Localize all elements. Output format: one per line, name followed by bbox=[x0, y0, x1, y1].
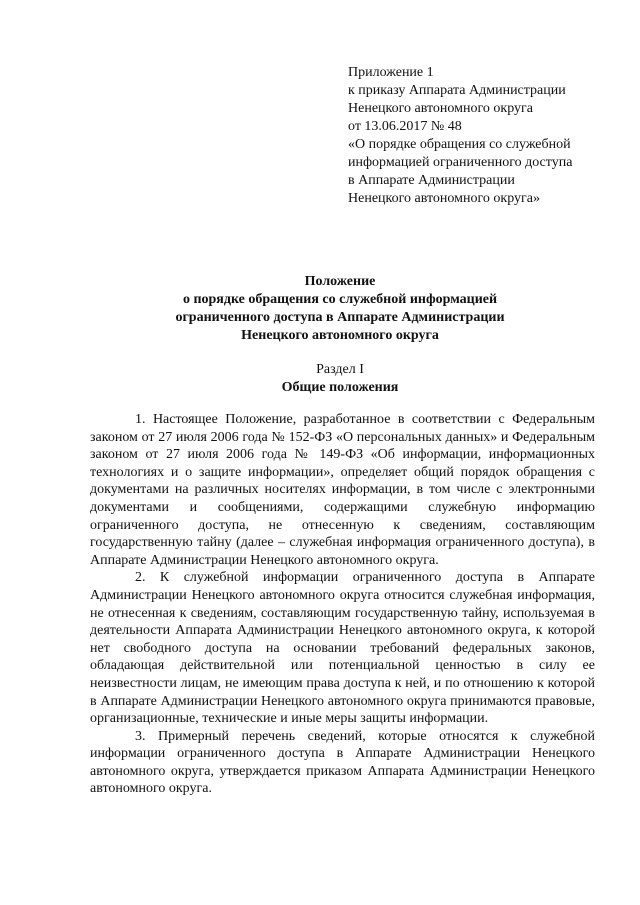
annex-header bbox=[348, 64, 618, 208]
paragraph-2: 2. К служебной информации ограниченного доступа в Аппарате Администрации Ненецкого автономного округа относится служебная информация, не отнесенная к сведениям, составляющим государственную тайну, используемая в деятельности Аппарата Администрации Ненецкого автономного округа, к которой нет свободного доступа на основании требований федеральных законов, обладающая действительной или потенциальной ценностью в силу ее неизвестности лицам, не имеющим права доступа к ней, и по отношению к которой в Аппарате Администрации Ненецкого автономного округа принимаются правовые, организационные, технические и иные меры защиты информации. bbox=[90, 570, 595, 727]
annex-line: «О порядке обращения со служебной bbox=[348, 137, 571, 152]
paragraph-1: 1. Настоящее Положение, разработанное в соответствии с Федеральным законом от 27 июля 2006 года № 152-ФЗ «О персональных данных» и Федеральным законом от 27 июля 2006 года № 149-ФЗ «Об информации, информационных технологиях и о защите информации», определяет общий порядок обращения с документами на различных носителях информации, в том числе с электронными документами и сообщениями, содержащими служебную информацию ограниченного доступа, не отнесенную к сведениям, составляющим государственную тайну (далее – служебная информация ограниченного доступа), в Аппарате Администрации Ненецкого автономного округа. bbox=[90, 412, 595, 568]
section-number: Раздел I bbox=[316, 362, 364, 377]
section-heading: Общие положения bbox=[281, 380, 399, 395]
document-body bbox=[90, 411, 595, 798]
annex-line: Ненецкого автономного округа» bbox=[348, 191, 540, 206]
title-line: Ненецкого автономного округа bbox=[241, 328, 439, 343]
annex-line: информацией ограниченного доступа bbox=[348, 155, 573, 170]
title-line: Положение bbox=[304, 274, 376, 289]
paragraph-3: 3. Примерный перечень сведений, которые относятся к служебной информации ограниченного доступа в Аппарате Администрации Ненецкого автономного округа, утверждается приказом Аппарата Администрации Ненецкого автономного округа. bbox=[90, 728, 595, 797]
annex-line: Приложение 1 bbox=[348, 65, 434, 80]
title-line: о порядке обращения со служебной информацией bbox=[182, 292, 498, 307]
title-line: ограниченного доступа в Аппарате Администрации bbox=[175, 310, 505, 325]
annex-line: к приказу Аппарата Администрации bbox=[348, 83, 566, 98]
annex-line: в Аппарате Администрации bbox=[348, 173, 515, 188]
document-title bbox=[90, 273, 590, 345]
annex-line: Ненецкого автономного округа bbox=[348, 101, 533, 116]
annex-line: от 13.06.2017 № 48 bbox=[348, 119, 462, 134]
